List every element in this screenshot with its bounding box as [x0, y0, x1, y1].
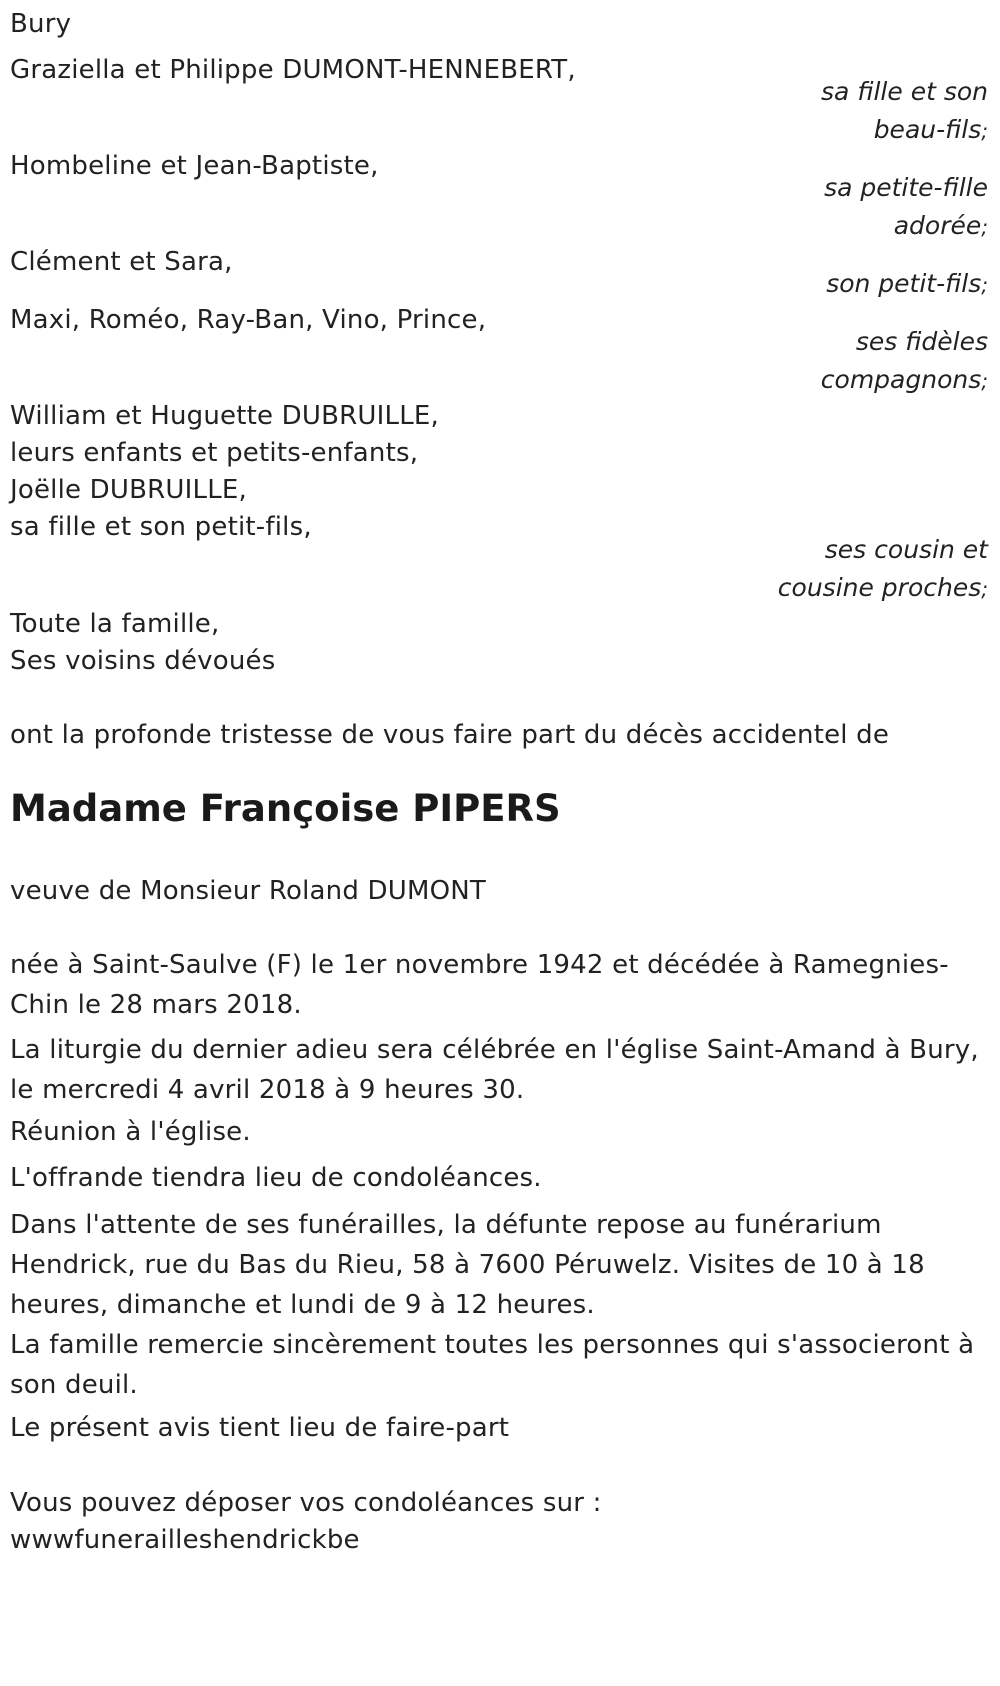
family-relation-3a: son petit-fils; [826, 269, 988, 298]
family-relation-4b: compagnons; [820, 365, 988, 394]
widow-of-text: veuve de Monsieur Roland DUMONT [10, 876, 486, 906]
others-line-1: Toute la famille, [10, 609, 220, 639]
cousins-line-4: sa fille et son petit-fils, [10, 512, 312, 542]
thanks-paragraph: La famille remercie sincèrement toutes les personnes qui s'associeront à son deuil. [10, 1330, 975, 1400]
announcement-text: ont la profonde tristesse de vous faire part du décès accidentel de [10, 720, 890, 750]
cousins-line-1: William et Huguette DUBRUILLE, [10, 401, 439, 431]
cousins-relation-b: cousine proches; [777, 573, 988, 602]
family-relation-4a: ses fidèles [855, 327, 988, 356]
meeting-paragraph: Réunion à l'église. [10, 1117, 251, 1147]
family-names-2: Hombeline et Jean-Baptiste, [10, 151, 379, 181]
liturgy-paragraph: La liturgie du dernier adieu sera célébrée en l'église Saint-Amand à Bury, le mercredi 4 avril 2018 à 9 heures 30. [10, 1035, 979, 1105]
family-relation-1a: sa fille et son [821, 77, 988, 106]
others-line-2: Ses voisins dévoués [10, 646, 276, 676]
family-relation-2b: adorée; [893, 211, 988, 240]
birth-death-paragraph: née à Saint-Saulve (F) le 1er novembre 1942 et décédée à Ramegnies-Chin le 28 mars 2018. [10, 950, 949, 1020]
cousins-relation-a: ses cousin et [824, 535, 988, 564]
condolences-label: Vous pouvez déposer vos condoléances sur : [10, 1488, 602, 1518]
family-relation-1b: beau-fils; [873, 115, 988, 144]
funerarium-paragraph: Dans l'attente de ses funérailles, la défunte repose au funérarium Hendrick, rue du Bas du Rieu, 58 à 7600 Péruwelz. Visites de 10 à 18 heures, dimanche et lundi de 9 à 12 heures. [10, 1210, 925, 1320]
family-names-3: Clément et Sara, [10, 247, 233, 277]
location-heading: Bury [10, 9, 72, 39]
family-relation-2a: sa petite-fille [824, 173, 988, 202]
cousins-line-3: Joëlle DUBRUILLE, [10, 475, 247, 505]
notice-paragraph: Le présent avis tient lieu de faire-part [10, 1413, 510, 1443]
offering-paragraph: L'offrande tiendra lieu de condoléances. [10, 1163, 542, 1193]
family-names-1: Graziella et Philippe DUMONT-HENNEBERT, [10, 55, 576, 85]
deceased-name: Madame Françoise PIPERS [10, 787, 561, 830]
cousins-line-2: leurs enfants et petits-enfants, [10, 438, 419, 468]
family-names-4: Maxi, Roméo, Ray-Ban, Vino, Prince, [10, 305, 487, 335]
condolences-website[interactable]: wwwfunerailleshendrickbe [10, 1525, 360, 1555]
